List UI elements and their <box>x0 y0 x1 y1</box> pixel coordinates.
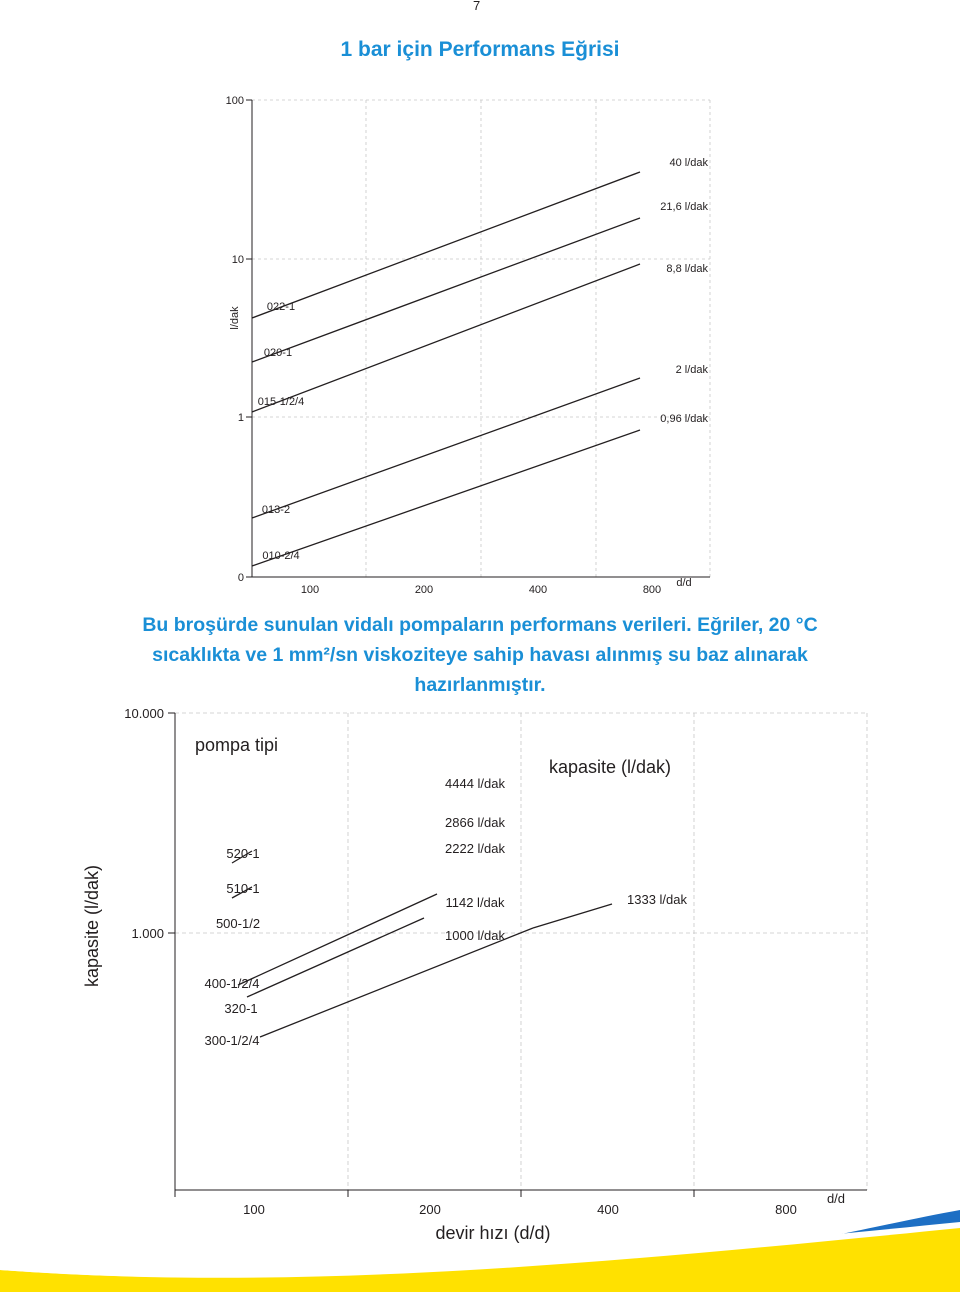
y-tick-label: 1.000 <box>131 926 164 941</box>
series-line <box>252 172 640 318</box>
chart2-axes <box>168 713 867 1197</box>
y-tick-label: 0 <box>237 572 244 584</box>
caption-line-1: Bu broşürde sunulan vidalı pompaların performans verileri. Eğriler, 20 °C <box>142 614 818 636</box>
series-label-right: 8,8 l/dak <box>666 263 708 275</box>
x-tick-label: 200 <box>414 584 434 596</box>
series-label-right: 2222 l/dak <box>445 841 505 856</box>
series-label-right: 2 l/dak <box>675 364 708 376</box>
page-title: 1 bar için Performans Eğrisi <box>340 38 620 61</box>
series-line <box>252 430 640 566</box>
y-axis-label: kapasite (l/dak) <box>82 864 102 988</box>
series-label-left: 022-1 <box>266 301 296 313</box>
x-tick-label: 800 <box>775 1202 797 1217</box>
series-label-right: 1142 l/dak <box>445 895 505 910</box>
series-line <box>247 918 424 997</box>
series-line <box>252 378 640 518</box>
chart1-grid <box>252 100 710 577</box>
legend-pump-type: pompa tipi <box>195 735 279 755</box>
series-label-left: 020-1 <box>263 347 293 359</box>
x-tick-label: 100 <box>300 584 320 596</box>
legend-capacity: kapasite (l/dak) <box>549 757 672 777</box>
x-tick-label: 400 <box>528 584 548 596</box>
series-label-left: 510-1 <box>226 881 260 896</box>
series-label-right: 4444 l/dak <box>445 776 505 791</box>
series-line <box>252 218 640 362</box>
series-label-left: 300-1/2/4 <box>204 1033 260 1048</box>
series-label-left: 320-1 <box>224 1001 258 1016</box>
chart2-text <box>82 706 845 1243</box>
series-label-left: 500-1/2 <box>215 916 261 931</box>
series-label-right: 1000 l/dak <box>445 928 505 943</box>
series-line <box>238 894 437 985</box>
y-axis-label: l/dak <box>229 306 241 330</box>
chart2-grid <box>175 713 867 1190</box>
y-tick-label: 10 <box>231 254 244 266</box>
series-label-left: 010-2/4 <box>262 550 300 562</box>
caption-line-2: sıcaklıkta ve 1 mm²/sn viskoziteye sahip havası alınmış su baz alınarak <box>152 644 808 666</box>
series-label-right: 0,96 l/dak <box>660 413 708 425</box>
series-label-right: 40 l/dak <box>669 157 708 169</box>
x-axis-unit: d/d <box>676 577 692 589</box>
series-label-right: 1333 l/dak <box>627 892 687 907</box>
series-label-left: 013-2 <box>261 504 291 516</box>
series-line <box>533 904 612 928</box>
x-tick-label: 400 <box>597 1202 619 1217</box>
caption-line-3: hazırlanmıştır. <box>414 674 546 696</box>
chart1-series-lines <box>252 172 640 566</box>
series-label-left: 015-1/2/4 <box>257 396 305 408</box>
y-tick-label: 100 <box>225 95 244 107</box>
x-tick-label: 800 <box>642 584 662 596</box>
series-label-right: 2866 l/dak <box>445 815 505 830</box>
series-line <box>252 264 640 412</box>
y-tick-label: 10.000 <box>124 706 164 721</box>
chart2-series-lines <box>232 851 612 1037</box>
series-label-right: 21,6 l/dak <box>660 201 708 213</box>
series-line <box>260 928 533 1037</box>
series-label-left: 400-1/2/4 <box>204 976 260 991</box>
x-tick-label: 200 <box>419 1202 441 1217</box>
x-axis-unit: d/d <box>826 1191 846 1206</box>
series-label-left: 520-1 <box>226 846 260 861</box>
x-tick-label: 100 <box>243 1202 265 1217</box>
y-tick-label: 1 <box>237 412 244 424</box>
page-number: 7 <box>473 0 481 13</box>
x-axis-label: devir hızı (d/d) <box>435 1223 551 1243</box>
